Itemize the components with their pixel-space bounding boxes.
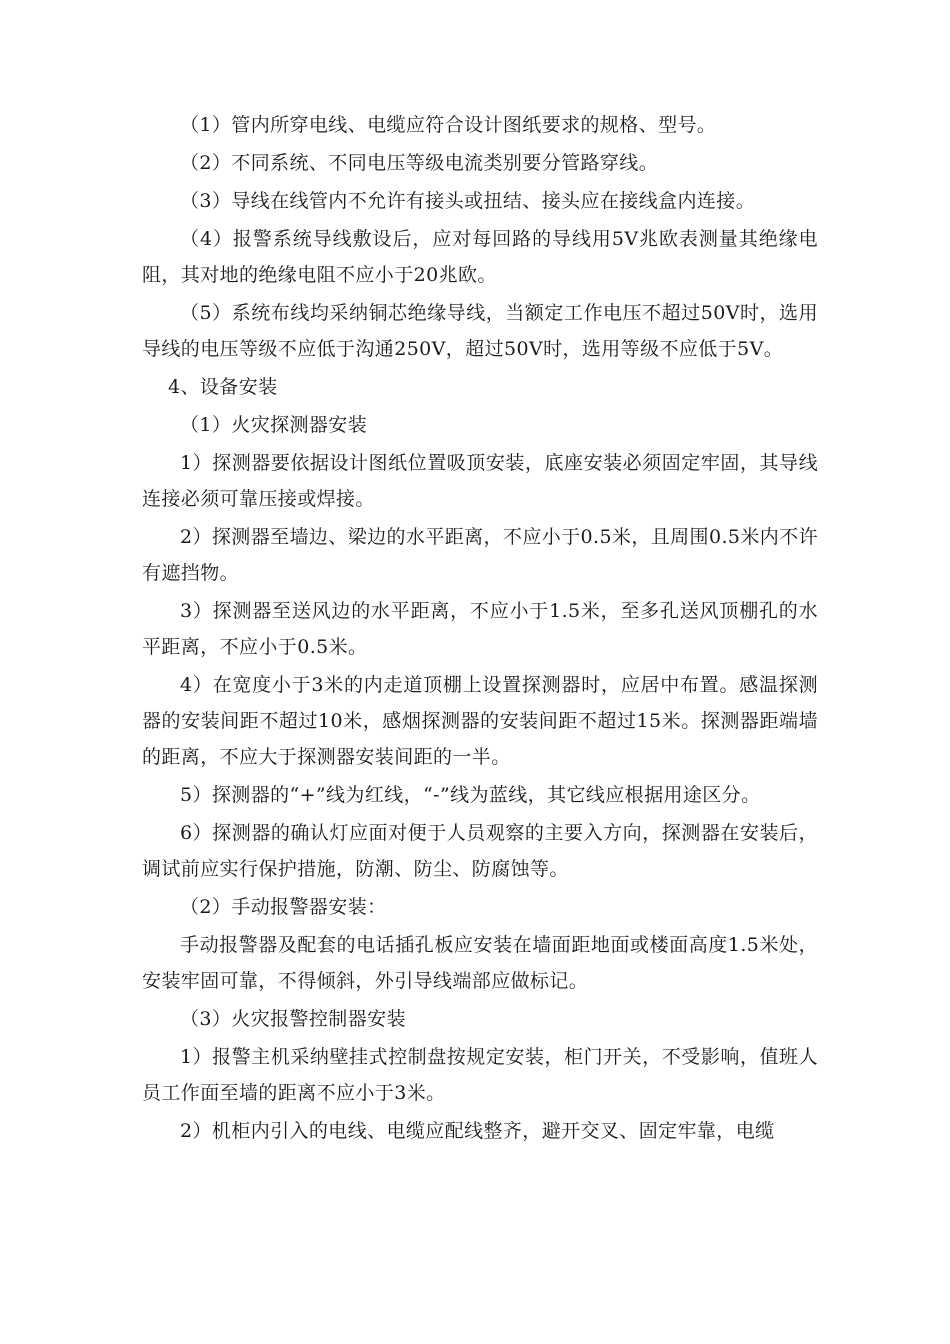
paragraph-confirm-lamp: 6）探测器的确认灯应面对便于人员观察的主要入方向，探测器在安装后，调试前应实行保护措施，防潮、防尘、防腐蚀等。 bbox=[142, 822, 818, 880]
paragraph-corridor-spacing: 4）在宽度小于3米的内走道顶棚上设置探测器时，应居中布置。感温探测器的安装间距不超过10米，感烟探测器的安装间距不超过15米。探测器距端墙的距离，不应大于探测器安装间距的一半。 bbox=[142, 674, 818, 768]
paragraph-separate-pipes: （2）不同系统、不同电压等级电流类别要分管路穿线。 bbox=[180, 152, 659, 174]
paragraph-detector-air-vent-distance: 3）探测器至送风边的水平距离，不应小于1.5米，至多孔送风顶棚孔的水平距离，不应小于0.5米。 bbox=[142, 600, 818, 658]
heading-detector-installation: （1）火灾探测器安装 bbox=[180, 414, 368, 436]
paragraph-wire-spec: （1）管内所穿电线、电缆应符合设计图纸要求的规格、型号。 bbox=[180, 114, 717, 136]
paragraph-insulation-test: （4）报警系统导线敷设后，应对每回路的导线用5V兆欧表测量其绝缘电阻，其对地的绝缘电阻不应小于20兆欧。 bbox=[142, 228, 818, 286]
paragraph-wire-colors: 5）探测器的“+”线为红线，“-”线为蓝线，其它线应根据用途区分。 bbox=[180, 784, 761, 806]
paragraph-manual-alarm-height: 手动报警器及配套的电话插孔板应安装在墙面距地面或楼面高度1.5米处，安装牢固可靠，不得倾斜，外引导线端部应做标记。 bbox=[142, 934, 818, 992]
paragraph-detector-wall-distance: 2）探测器至墙边、梁边的水平距离，不应小于0.5米，且周围0.5米内不许有遮挡物。 bbox=[142, 526, 818, 584]
paragraph-detector-mounting: 1）探测器要依据设计图纸位置吸顶安装，底座安装必须固定牢固，其导线连接必须可靠压接或焊接。 bbox=[142, 452, 818, 510]
paragraph-copper-wire: （5）系统布线均采纳铜芯绝缘导线，当额定工作电压不超过50V时，选用导线的电压等级不应低于沟通250V，超过50V时，选用等级不应低于5V。 bbox=[142, 302, 818, 360]
paragraph-cabinet-wiring: 2）机柜内引入的电线、电缆应配线整齐，避开交叉、固定牢靠，电缆 bbox=[180, 1120, 775, 1142]
document-body bbox=[142, 107, 818, 1151]
heading-equipment-installation: 4、设备安装 bbox=[168, 376, 278, 398]
paragraph-no-joints: （3）导线在线管内不允许有接头或扭结、接头应在接线盒内连接。 bbox=[180, 190, 756, 212]
heading-alarm-controller: （3）火灾报警控制器安装 bbox=[180, 1008, 406, 1030]
heading-manual-alarm: （2）手动报警器安装： bbox=[180, 896, 387, 918]
paragraph-controller-mounting: 1）报警主机采纳壁挂式控制盘按规定安装，柜门开关，不受影响，值班人员工作面至墙的距离不应小于3米。 bbox=[142, 1046, 818, 1104]
